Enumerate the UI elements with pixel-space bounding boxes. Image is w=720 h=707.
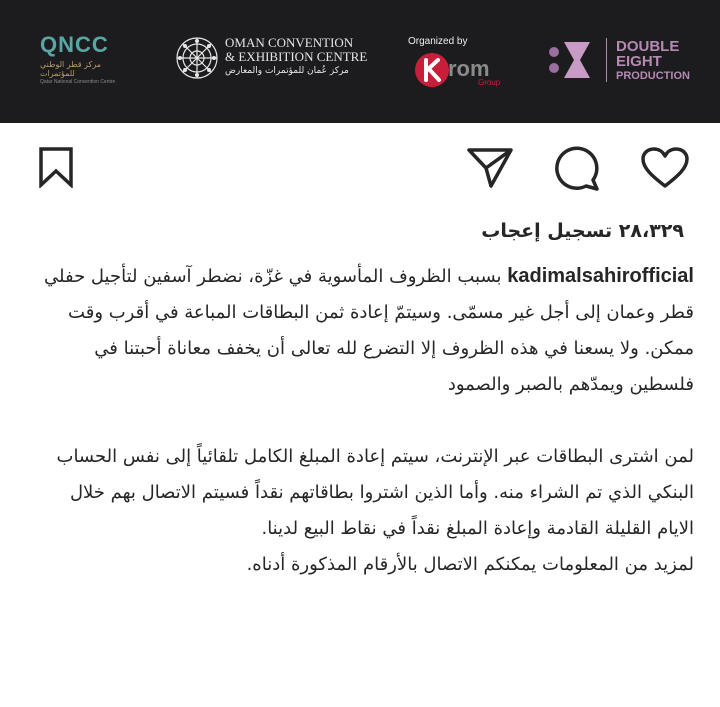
krom-logo-name: rom (448, 56, 490, 81)
caption-lead-text: بسبب الظروف المأسوية في غزّة، نضطر آسفين لتأجيل حفلي قطر وعمان إلى أجل غير مسمّى. وسيتمّ إعادة ثمن البطاقات المباعة في أقرب وقت ممكن. ولا يسعنا في هذه الظروف إلا التضرع لله تعالى أن يخفف معاناة أحبتنا في فلسطين ويمدّهم بالصبر والصمود (44, 266, 694, 395)
double-eight-line2: EIGHT (616, 53, 662, 70)
post-caption (36, 258, 694, 583)
double-eight-line3: PRODUCTION (616, 70, 690, 82)
comment-button[interactable] (553, 146, 601, 192)
likes-count[interactable]: ٢٨،٣٢٩ تسجيل إعجاب (481, 220, 684, 242)
qncc-logo-arabic: مركز قطر الوطني للمؤتمرات (40, 60, 102, 78)
qncc-logo-mark: QNCC (40, 32, 109, 57)
double-eight-logo (546, 36, 690, 86)
oman-convention-logo (175, 36, 375, 86)
save-button[interactable] (36, 146, 76, 188)
qncc-logo (40, 34, 130, 90)
double-eight-line1: DOUBLE (616, 38, 680, 55)
share-button[interactable] (466, 146, 514, 190)
oman-logo-line1: OMAN CONVENTION (225, 35, 354, 50)
sponsor-banner (0, 0, 720, 123)
krom-k-icon (414, 52, 450, 88)
bookmark-icon (36, 146, 76, 188)
krom-logo-group: Group (478, 78, 501, 87)
share-icon (466, 146, 514, 190)
caption-contact-paragraph: لمزيد من المعلومات يمكنكم الاتصال بالأرقام المذكورة أدناه. (246, 554, 694, 575)
logo-divider (606, 38, 607, 82)
double-eight-mark-icon (546, 38, 598, 82)
caption-refund-paragraph: لمن اشترى البطاقات عبر الإنترنت، سيتم إعادة المبلغ الكامل تلقائياً إلى نفس الحساب البنكي الذي تم الشراء منه. وأما الذين اشتروا بطاقاتهم نقداً فسيتم الاتصال بهم خلال الايام القليلة القادمة وإعادة المبلغ نقداً في نقاط البيع لدينا. (56, 446, 694, 539)
qncc-logo-english: Qatar National Convention Centre (40, 79, 116, 85)
oman-emblem-icon (175, 36, 219, 80)
oman-logo-line2: & EXHIBITION CENTRE (225, 49, 368, 64)
post-username[interactable]: kadimalsahirofficial (507, 265, 694, 287)
like-button[interactable] (640, 146, 690, 190)
organized-by-label: Organized by (408, 36, 468, 47)
caption-paragraph (36, 258, 694, 403)
heart-icon (640, 146, 690, 190)
krom-group-logo (408, 36, 508, 92)
oman-logo-arabic: مركز عُمان للمؤتمرات والمعارض (225, 66, 349, 76)
caption-spacer (36, 403, 694, 439)
comment-icon (553, 146, 601, 192)
